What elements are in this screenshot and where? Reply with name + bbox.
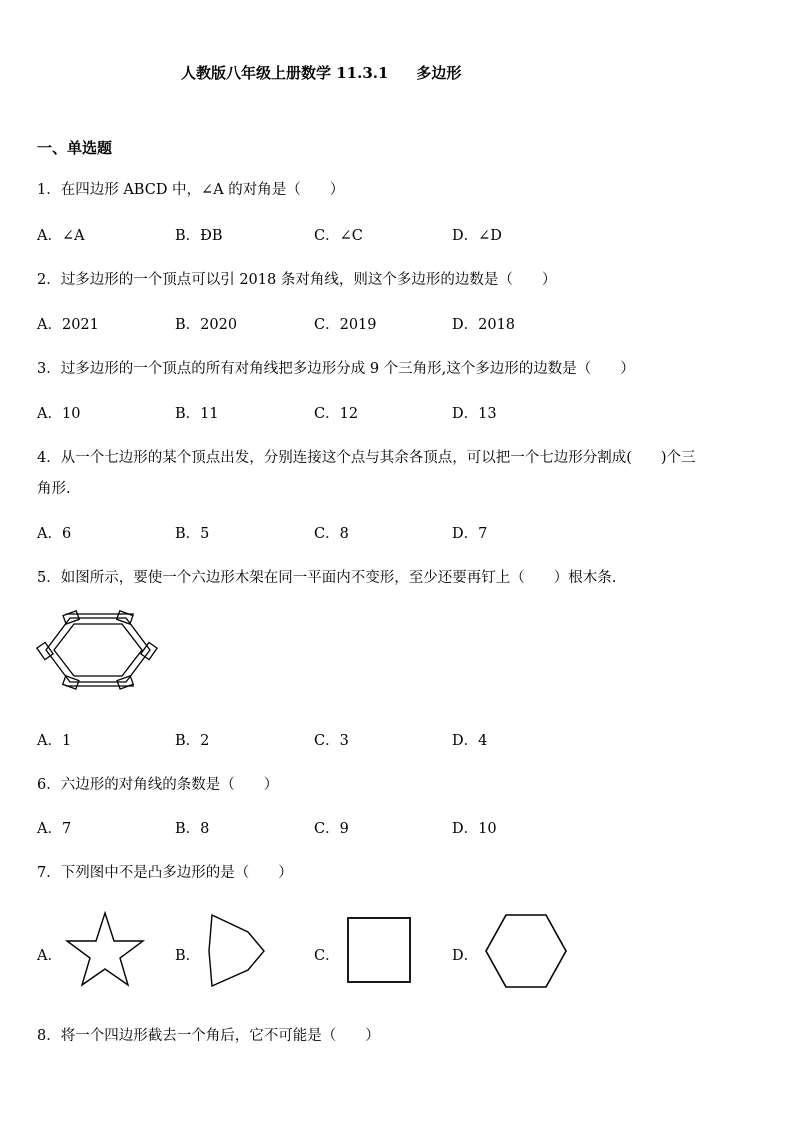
question-7-stem: 7．下列图中不是凸多边形的是（ ） [37,865,293,881]
question-2-option-d[interactable]: D．2018 [452,317,516,333]
question-4-option-d[interactable]: D．7 [452,526,488,542]
question-3-option-b[interactable]: B．11 [175,406,219,422]
question-5-option-d[interactable]: D．4 [452,733,488,749]
title-topic: 多边形 [416,64,462,82]
question-7-option-d[interactable]: D． [452,948,479,964]
question-4-stem-line2: 角形. [37,481,71,497]
square-shape-figure [346,916,412,984]
question-6-option-d[interactable]: D．10 [452,821,497,837]
question-7-option-b[interactable]: B． [175,948,201,964]
question-2-stem: 2．过多边形的一个顶点可以引 2018 条对角线，则这个多边形的边数是（ ） [37,272,557,288]
page-title [181,62,461,83]
question-5-option-c[interactable]: C．3 [314,733,349,749]
question-4-option-c[interactable]: C．8 [314,526,349,542]
question-6-stem: 6．六边形的对角线的条数是（ ） [37,777,279,793]
question-6-option-c[interactable]: C．9 [314,821,349,837]
question-7-option-a[interactable]: A． [37,948,62,964]
question-1-option-d[interactable]: D．∠D [452,228,502,244]
hexagon-shape-figure [484,913,568,989]
question-1-option-c[interactable]: C．∠C [314,228,363,244]
question-1-option-b[interactable]: B．ÐB [175,228,223,244]
question-6-option-b[interactable]: B．8 [175,821,210,837]
question-2-option-b[interactable]: B．2020 [175,317,238,333]
question-3-option-c[interactable]: C．12 [314,406,359,422]
question-5-option-a[interactable]: A．1 [37,733,72,749]
question-4-option-a[interactable]: A．6 [37,526,72,542]
question-3-option-d[interactable]: D．13 [452,406,497,422]
question-1-stem: 1．在四边形 ABCD 中，∠A 的对角是（ ） [37,182,345,198]
question-5-stem: 5．如图所示，要使一个六边形木架在同一平面内不变形，至少还要再钉上（ ）根木条. [37,570,617,586]
pentagon-shape-figure [208,914,266,988]
title-text: 人教版八年级上册数学 11.3.1 [181,64,389,82]
question-1-option-a[interactable]: A．∠A [37,228,85,244]
section-heading: 一、单选题 [37,139,113,157]
star-shape-figure [66,911,144,987]
hexagon-frame-figure [38,604,158,696]
question-2-option-a[interactable]: A．2021 [37,317,99,333]
question-6-option-a[interactable]: A．7 [37,821,72,837]
question-3-option-a[interactable]: A．10 [37,406,81,422]
question-8-stem: 8．将一个四边形截去一个角后，它不可能是（ ） [37,1028,380,1044]
question-4-option-b[interactable]: B．5 [175,526,210,542]
question-4-stem-line1: 4．从一个七边形的某个顶点出发，分别连接这个点与其余各顶点，可以把一个七边形分割成( )个三 [37,450,696,466]
question-7-option-c[interactable]: C． [314,948,340,964]
question-5-option-b[interactable]: B．2 [175,733,210,749]
question-2-option-c[interactable]: C．2019 [314,317,377,333]
question-3-stem: 3．过多边形的一个顶点的所有对角线把多边形分成 9 个三角形,这个多边形的边数是（ ） [37,361,635,377]
